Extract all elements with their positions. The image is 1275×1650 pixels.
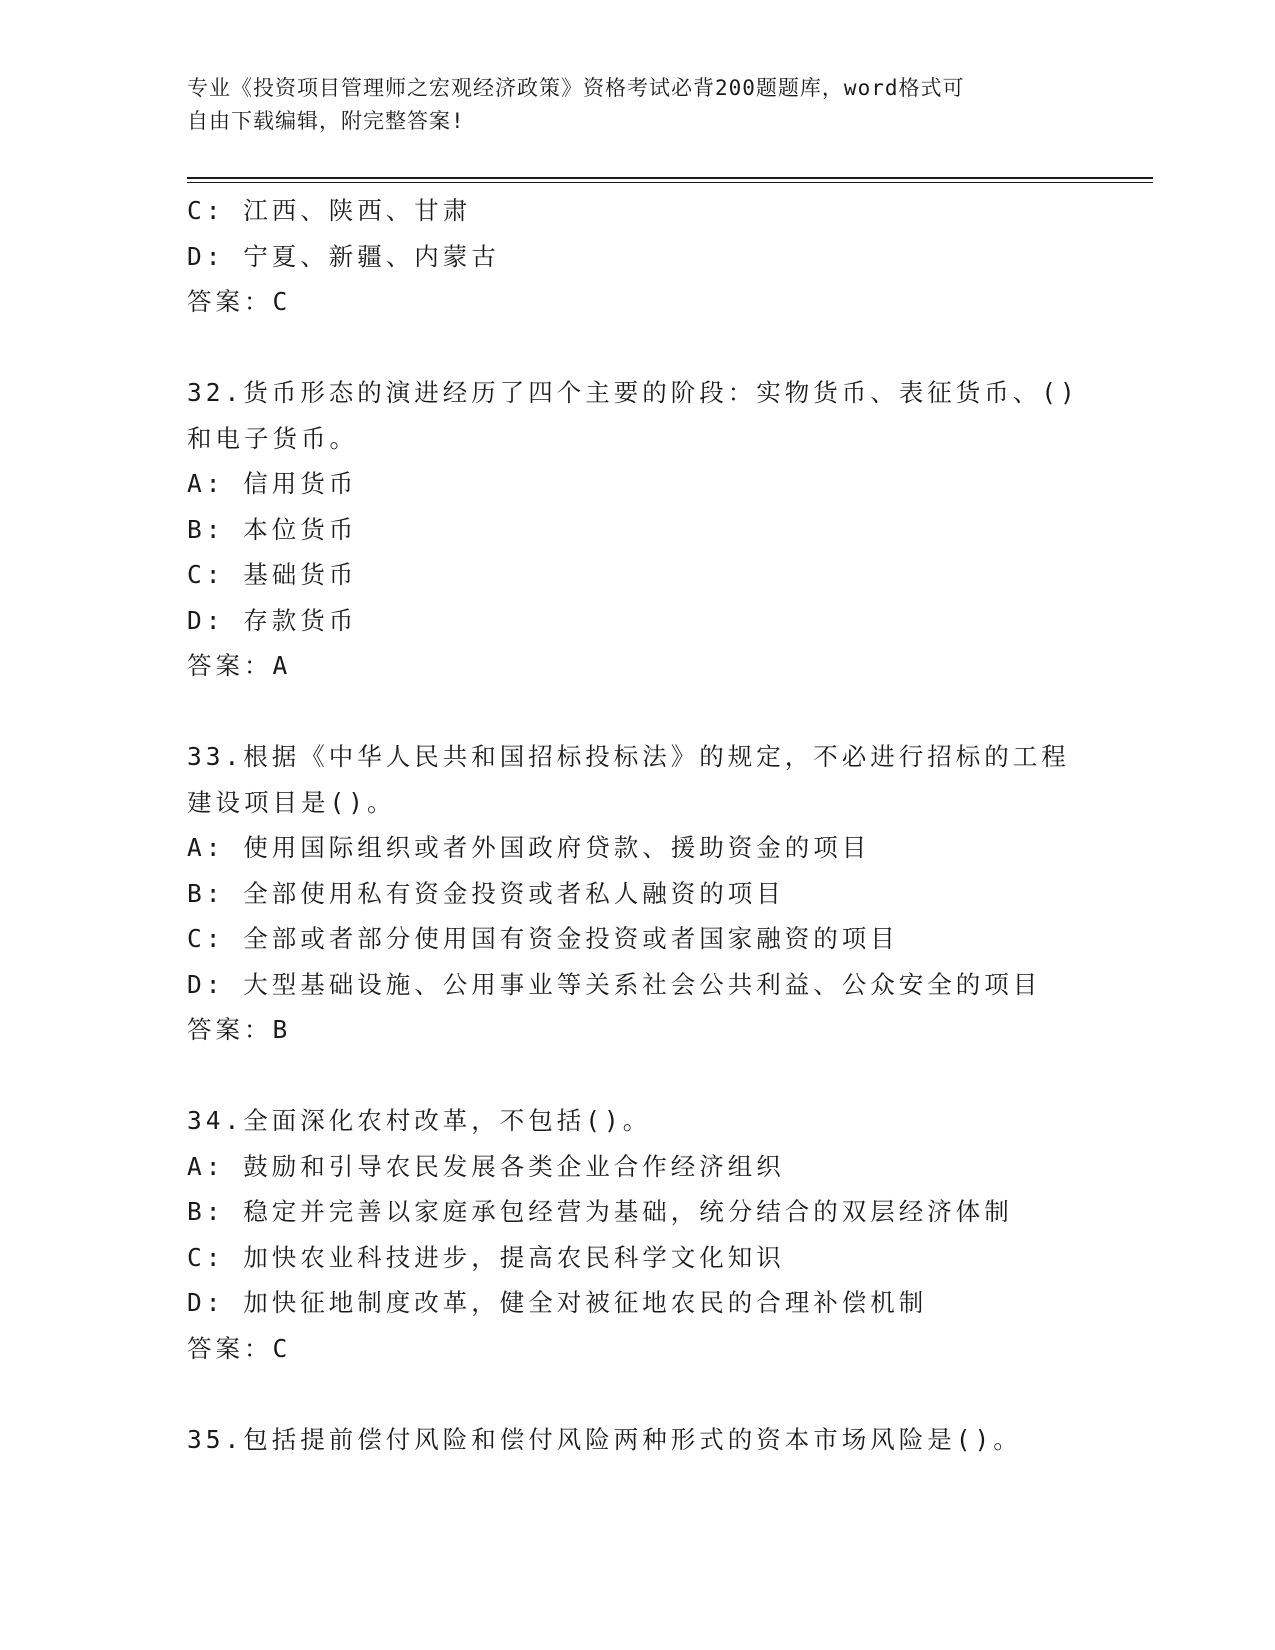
answer: 答案：B [187, 1015, 292, 1044]
question-stem: 33.根据《中华人民共和国招标投标法》的规定，不必进行招标的工程 [187, 742, 1070, 771]
question-stem: 和电子货币。 [187, 423, 358, 453]
option-c: C: 全部或者部分使用国有资金投资或者国家融资的项目 [187, 924, 899, 953]
spacer [187, 689, 1147, 735]
option-d: D: 存款货币 [187, 605, 358, 635]
question-33 [187, 734, 1147, 1053]
question-34 [187, 1098, 1147, 1371]
option-c: C: 基础货币 [187, 560, 358, 589]
spacer [187, 1053, 1147, 1099]
question-stem: 建设项目是()。 [187, 787, 396, 817]
option-a: A: 信用货币 [187, 469, 358, 498]
option-d: D: 加快征地制度改革，健全对被征地农民的合理补偿机制 [187, 1288, 928, 1317]
question-32 [187, 370, 1147, 689]
question-stem: 35.包括提前偿付风险和偿付风险两种形式的资本市场风险是()。 [187, 1424, 1022, 1454]
document-body [187, 188, 1147, 1462]
question-35 [187, 1417, 1147, 1463]
option-a: A: 使用国际组织或者外国政府贷款、援助资金的项目 [187, 833, 871, 862]
document-header [187, 72, 1087, 138]
question-stem: 32.货币形态的演进经历了四个主要的阶段：实物货币、表征货币、() [187, 378, 1079, 407]
option-d: D: 宁夏、新疆、内蒙古 [187, 241, 500, 271]
option-b: B: 本位货币 [187, 514, 358, 544]
option-c: C: 加快农业科技进步，提高农民科学文化知识 [187, 1242, 785, 1272]
header-line-2: 自由下载编辑，附完整答案! [187, 109, 465, 133]
option-a: A: 鼓励和引导农民发展各类企业合作经济组织 [187, 1151, 785, 1181]
spacer [187, 325, 1147, 371]
answer: 答案：C [187, 287, 292, 316]
spacer [187, 1371, 1147, 1417]
option-b: B: 全部使用私有资金投资或者私人融资的项目 [187, 878, 785, 908]
option-c: C: 江西、陕西、甘肃 [187, 196, 472, 225]
answer: 答案：A [187, 651, 292, 680]
question-stem: 34.全面深化农村改革，不包括()。 [187, 1106, 652, 1135]
answer: 答案：C [187, 1333, 292, 1363]
option-b: B: 稳定并完善以家庭承包经营为基础，统分结合的双层经济体制 [187, 1197, 1013, 1226]
header-line-1: 专业《投资项目管理师之宏观经济政策》资格考试必背200题题库，word格式可 [187, 76, 965, 100]
header-rule-thin [187, 182, 1153, 183]
header-rule-thick [187, 177, 1153, 179]
option-d: D: 大型基础设施、公用事业等关系社会公共利益、公众安全的项目 [187, 969, 1042, 999]
question-31-continued [187, 188, 1147, 325]
